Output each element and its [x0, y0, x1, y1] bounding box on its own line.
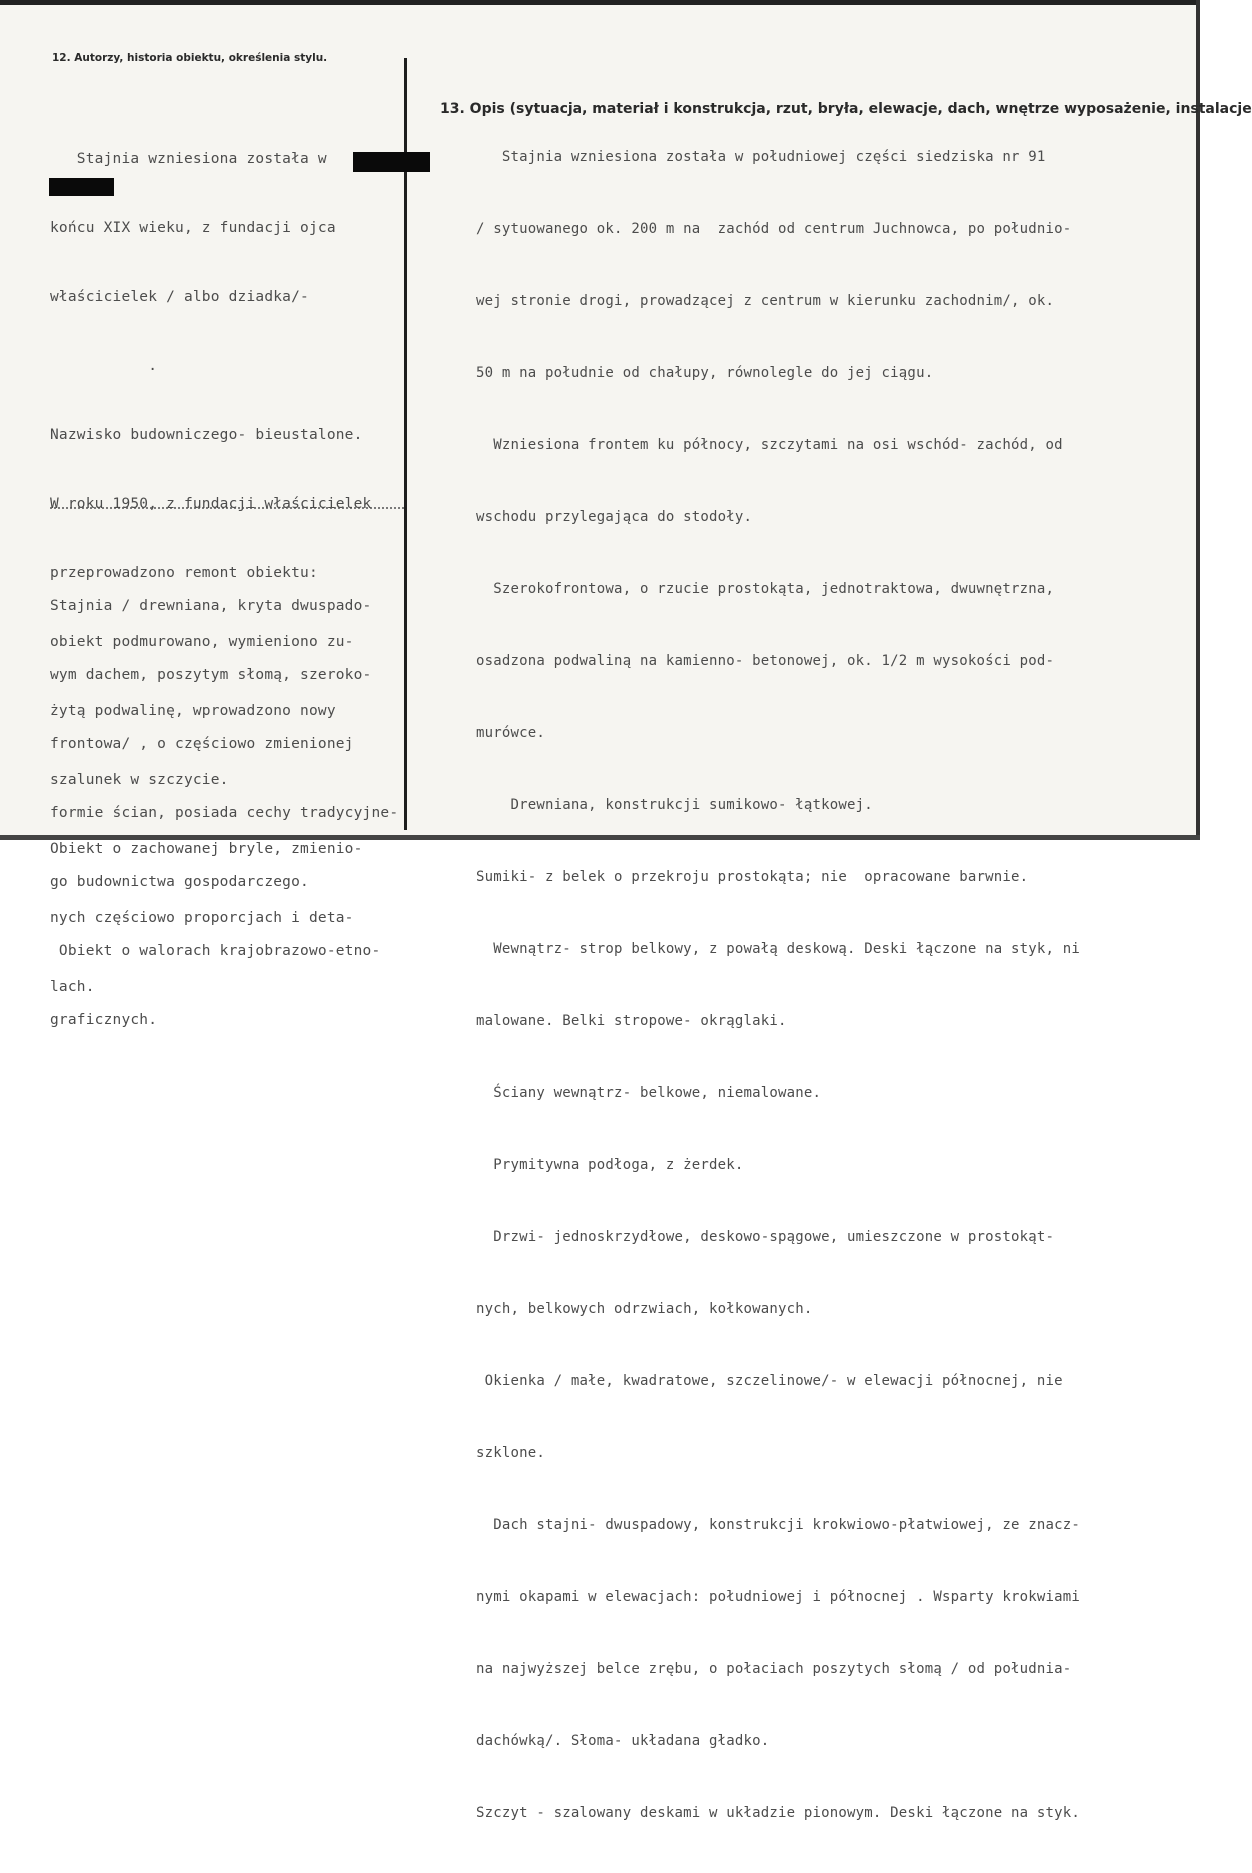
description-line: Szczyt - szalowany deskami w układzie pionowym. Deski łączone na styk. [476, 1805, 1081, 1821]
style-line: Obiekt o walorach krajobrazowo-etno- [50, 943, 381, 959]
description-line: Ściany wewnątrz- belkowe, niemalowane. [476, 1085, 822, 1101]
description-line: Drewniana, konstrukcji sumikowo- łątkowej. [476, 797, 873, 813]
page-edge-right [1196, 0, 1200, 840]
history-line: właścicielek / albo dziadka/- [50, 289, 309, 305]
description-line: Prymitywna podłoga, z żerdek. [476, 1157, 744, 1173]
style-line: graficznych. [50, 1012, 158, 1028]
column-divider [404, 58, 407, 830]
history-line: żytą podwalinę, wprowadzono nowy [50, 703, 336, 719]
description-text [476, 97, 1080, 1873]
history-line: lach. [50, 979, 95, 995]
description-line: wschodu przylegająca do stodoły. [476, 509, 753, 525]
section-12-header: 12. Autorzy, historia obiektu, określenia stylu. [52, 52, 328, 64]
description-line: Wewnątrz- strop belkowy, z powałą deskową. Deski łączone na styk, ni [476, 941, 1081, 957]
history-line: . [50, 358, 158, 374]
description-line: na najwyższej belce zrębu, o połaciach poszytych słomą / od południa- [476, 1661, 1072, 1677]
description-line: Stajnia wzniesiona została w południowej części siedziska nr 91 [476, 149, 1046, 165]
description-line: osadzona podwaliną na kamienno- betonowej, ok. 1/2 m wysokości pod- [476, 653, 1055, 669]
history-line: Obiekt o zachowanej bryle, zmienio- [50, 841, 363, 857]
history-line: Stajnia wzniesiona została w [50, 151, 327, 167]
history-line: końcu XIX wieku, z fundacji ojca [50, 220, 336, 236]
description-line: Szerokofrontowa, o rzucie prostokąta, jednotraktowa, dwuwnętrzna, [476, 581, 1055, 597]
redaction-bar [49, 178, 114, 196]
description-line: szklone. [476, 1445, 546, 1461]
style-line: frontowa/ , o częściowo zmienionej [50, 736, 354, 752]
description-line: malowane. Belki stropowe- okrąglaki. [476, 1013, 787, 1029]
style-line: formie ścian, posiada cechy tradycyjne- [50, 805, 399, 821]
description-line: dachówką/. Słoma- układana gładko. [476, 1733, 770, 1749]
description-line: murówce. [476, 725, 546, 741]
history-line: Nazwisko budowniczego- bieustalone. [50, 427, 363, 443]
description-line: 50 m na południe od chałupy, równolegle do jej ciągu. [476, 365, 934, 381]
page-edge-top [0, 0, 1200, 5]
description-line: Dach stajni- dwuspadowy, konstrukcji krokwiowo-płatwiowej, ze znacz- [476, 1517, 1081, 1533]
section-13-header: 13. Opis (sytuacja, materiał i konstrukcja, rzut, bryła, elewacje, dach, wnętrze wyposażenie, instalacje [440, 101, 1252, 117]
history-line: nych częściowo proporcjach i deta- [50, 910, 354, 926]
description-line: / sytuowanego ok. 200 m na zachód od centrum Juchnowca, po południo- [476, 221, 1072, 237]
history-line: obiekt podmurowano, wymieniono zu- [50, 634, 354, 650]
history-line: szalunek w szczycie. [50, 772, 229, 788]
history-line: przeprowadzono remont obiektu: [50, 565, 318, 581]
style-line: Stajnia / drewniana, kryta dwuspado- [50, 598, 372, 614]
style-line: wym dachem, poszytym słomą, szeroko- [50, 667, 372, 683]
description-line: Sumiki- z belek o przekroju prostokąta; nie opracowane barwnie. [476, 869, 1029, 885]
style-line: go budownictwa gospodarczego. [50, 874, 309, 890]
description-line: nymi okapami w elewacjach: południowej i północnej . Wsparty krokwiami [476, 1589, 1081, 1605]
description-line: wej stronie drogi, prowadzącej z centrum w kierunku zachodnim/, ok. [476, 293, 1055, 309]
description-line: Okienka / małe, kwadratowe, szczelinowe/- w elewacji północnej, nie [476, 1373, 1063, 1389]
description-line: Drzwi- jednoskrzydłowe, deskowo-spągowe, umieszczone w prostokąt- [476, 1229, 1055, 1245]
description-line: nych, belkowych odrzwiach, kołkowanych. [476, 1301, 813, 1317]
description-line: Wzniesiona frontem ku północy, szczytami na osi wschód- zachód, od [476, 437, 1063, 453]
redaction-bar [353, 152, 430, 172]
history-line: W roku 1950, z fundacji właścicielek [50, 496, 372, 512]
style-text [50, 549, 398, 1078]
